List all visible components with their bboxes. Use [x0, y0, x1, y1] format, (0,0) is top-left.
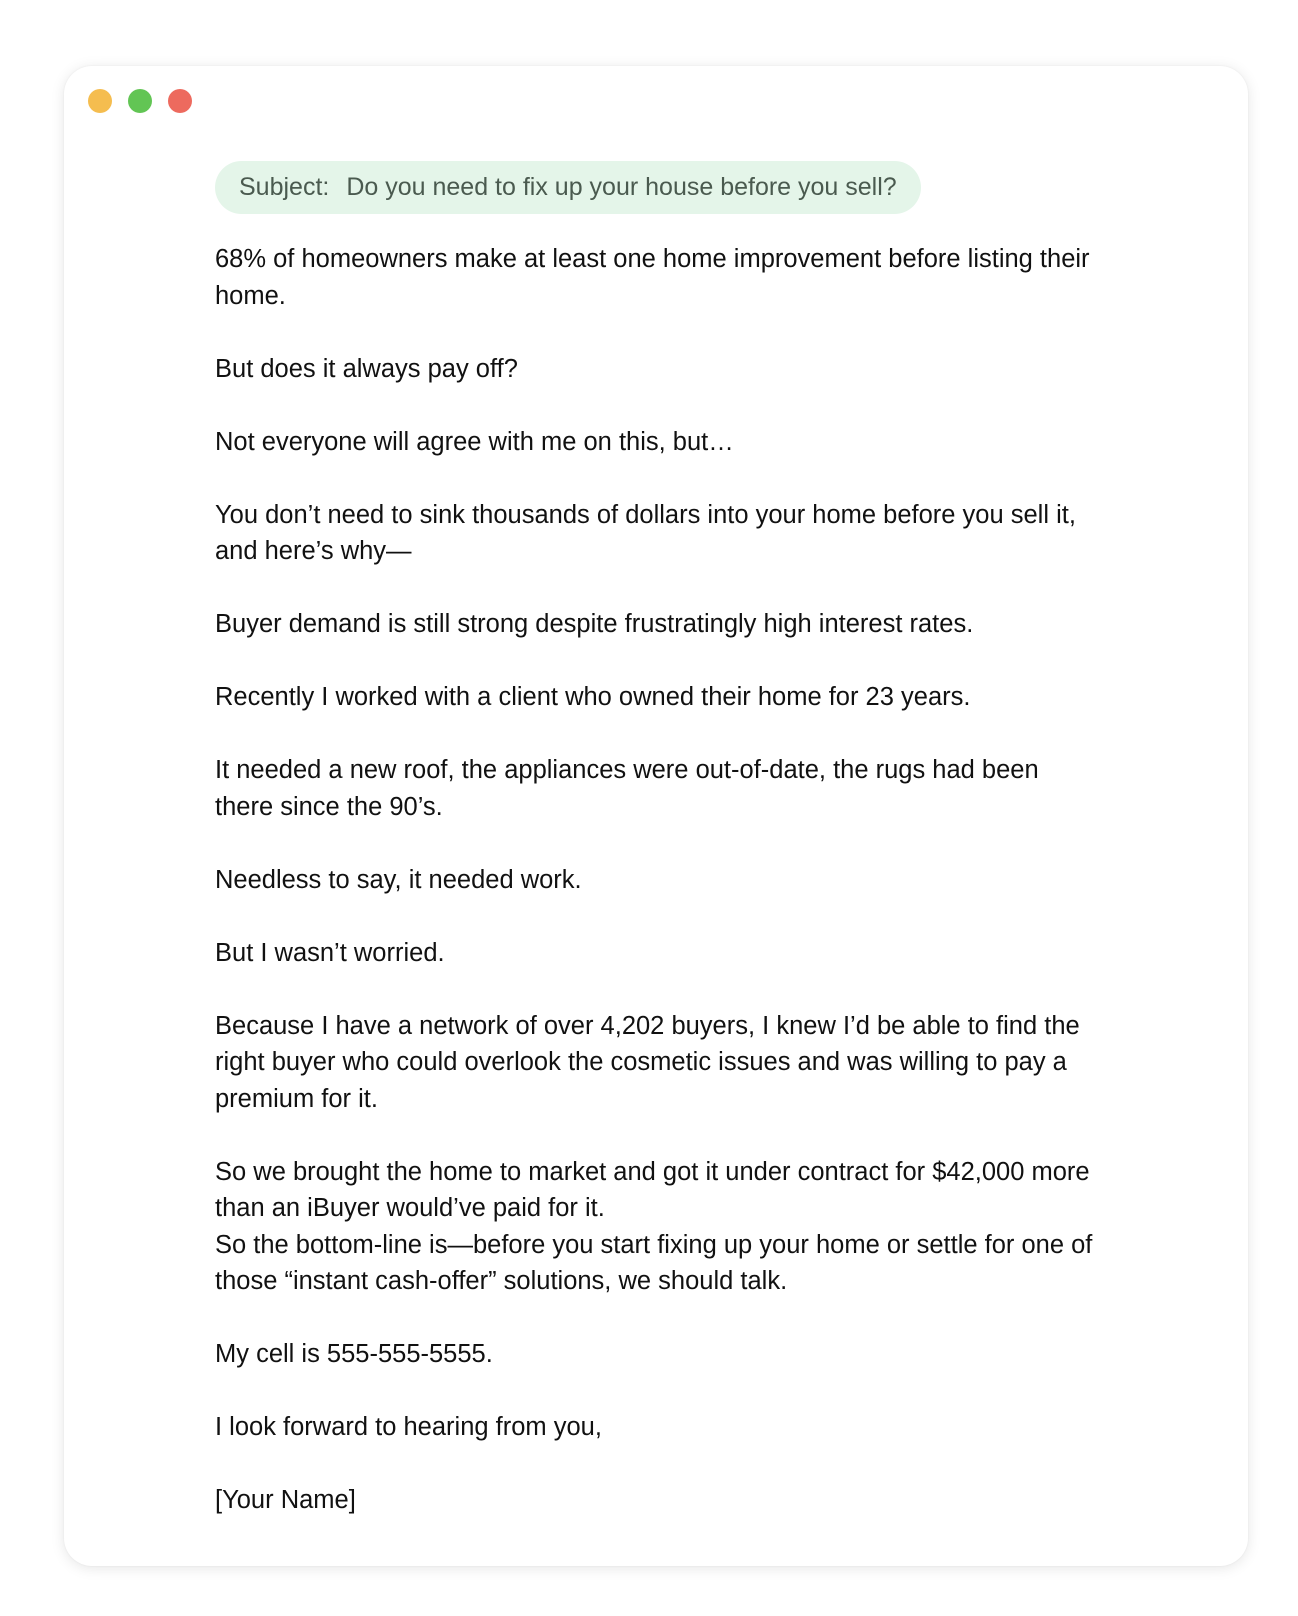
subject-pill — [215, 161, 921, 214]
minimize-button[interactable] — [88, 89, 112, 113]
body-paragraph: Buyer demand is still strong despite frustratingly high interest rates. — [215, 610, 974, 638]
body-paragraph: I look forward to hearing from you, — [215, 1413, 602, 1441]
body-paragraph: Recently I worked with a client who owned their home for 23 years. — [215, 683, 971, 711]
subject-text: Do you need to fix up your house before you sell? — [346, 173, 897, 201]
body-paragraph: So we brought the home to market and got it under contract for $42,000 more than an iBuyer would’ve paid for it. — [215, 1157, 1090, 1222]
maximize-button[interactable] — [128, 89, 152, 113]
body-paragraph: 68% of homeowners make at least one home improvement before listing their home. — [215, 245, 1090, 310]
email-body — [215, 241, 1095, 1555]
body-paragraph: But does it always pay off? — [215, 354, 518, 383]
body-paragraph: Not everyone will agree with me on this, but… — [215, 427, 734, 456]
body-paragraph: So the bottom-line is—before you start fixing up your home or settle for one of those “instant cash-offer” solutions, we should talk. — [215, 1230, 1093, 1295]
body-paragraph: My cell is 555-555-5555. — [215, 1340, 493, 1368]
window-controls — [88, 89, 192, 113]
signature: [Your Name] — [215, 1486, 356, 1514]
body-paragraph: You don’t need to sink thousands of dollars into your home before you sell it, and here’s why— — [215, 500, 1076, 565]
subject-label: Subject: — [239, 173, 330, 201]
body-paragraph: Needless to say, it needed work. — [215, 865, 582, 894]
email-window — [64, 66, 1248, 1566]
body-paragraph: But I wasn’t worried. — [215, 938, 445, 967]
close-button[interactable] — [168, 89, 192, 113]
body-paragraph: It needed a new roof, the appliances were out-of-date, the rugs had been there since the 90’s. — [215, 756, 1039, 821]
body-paragraph: Because I have a network of over 4,202 buyers, I knew I’d be able to find the right buyer who could overlook the cosmetic issues and was willing to pay a premium for it. — [215, 1011, 1080, 1113]
